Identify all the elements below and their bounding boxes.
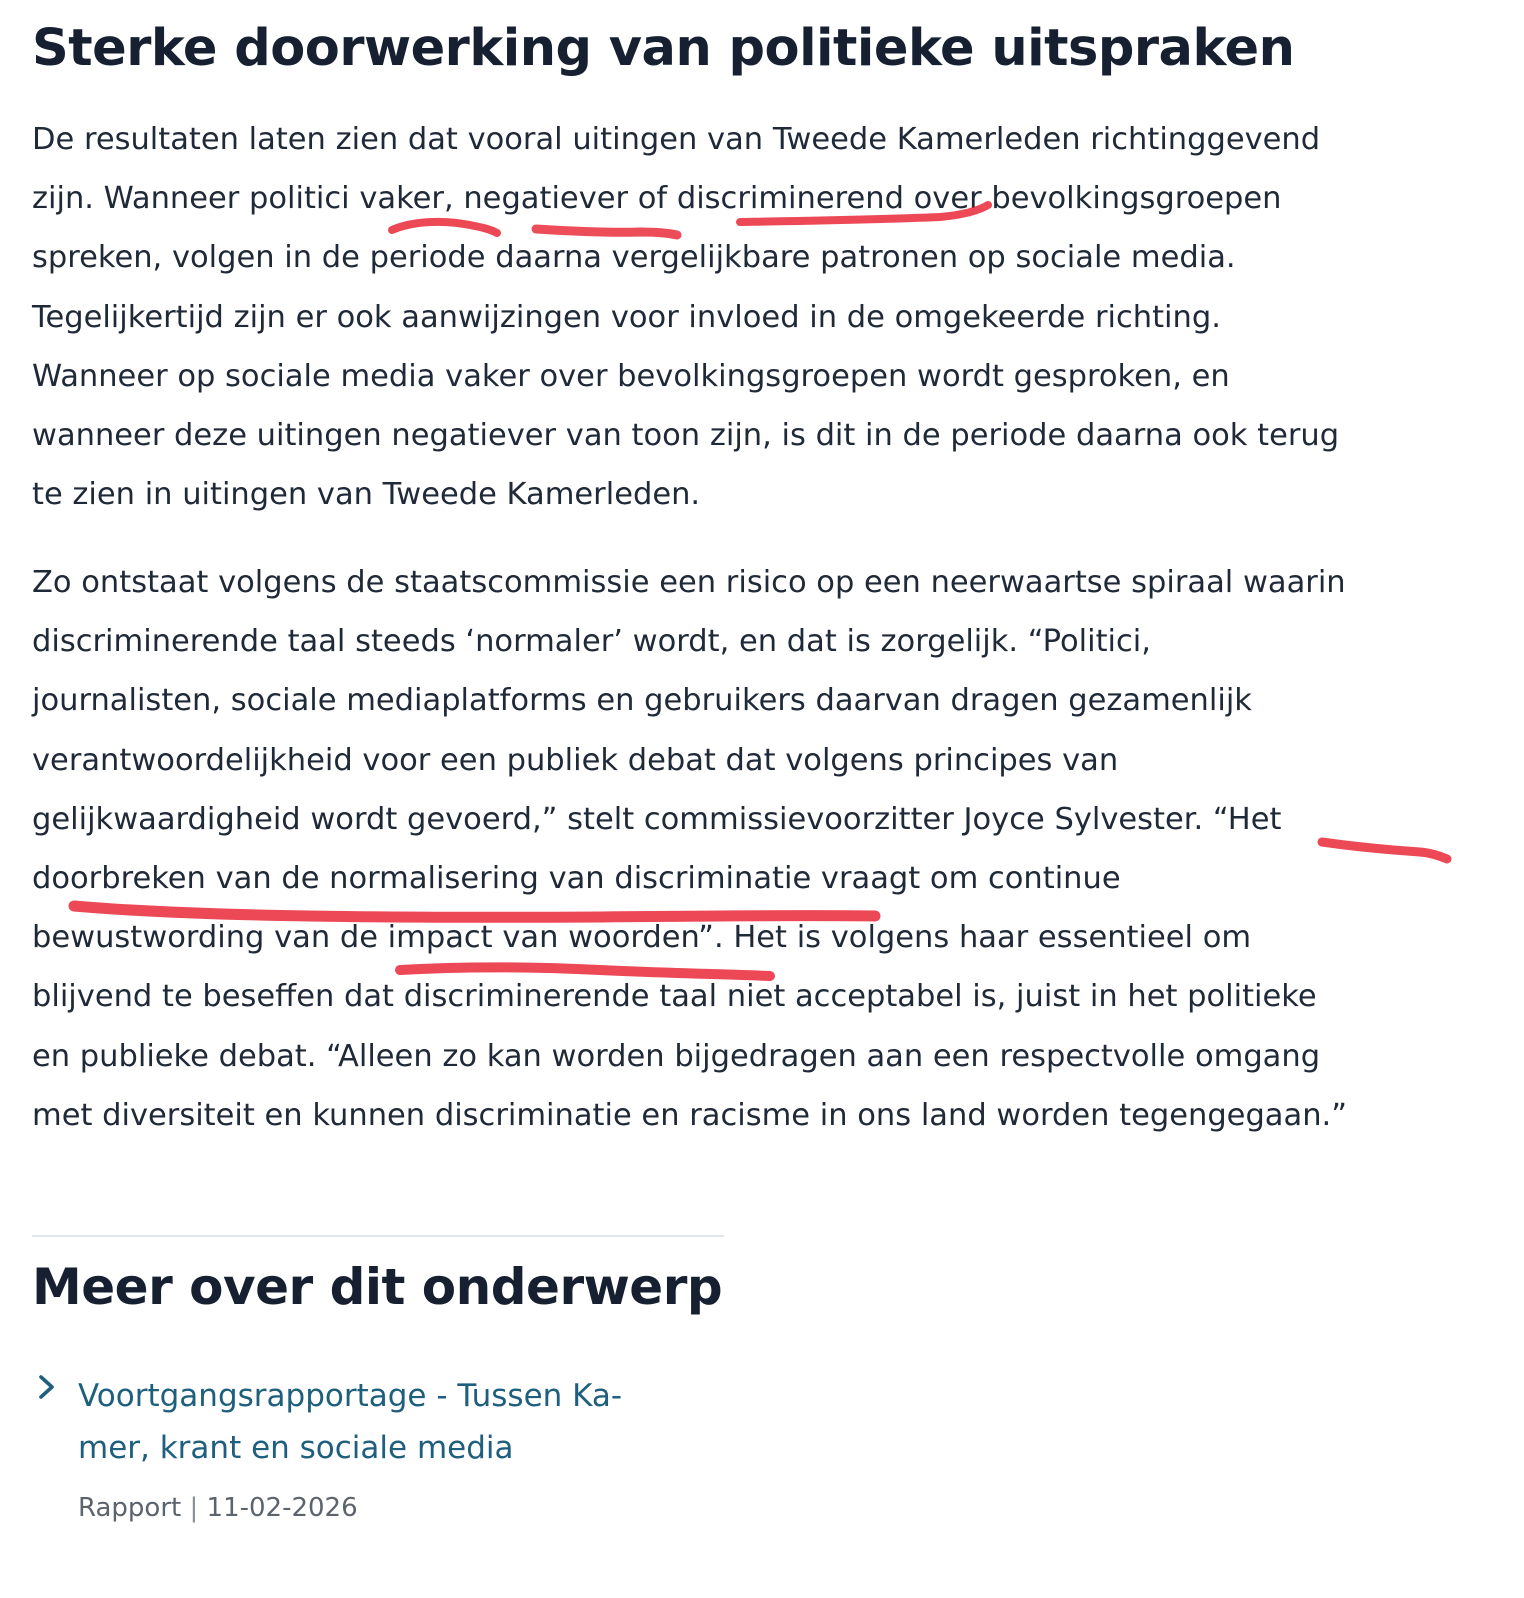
paragraph-line: discriminerende taal steeds ‘normaler’ wordt, en dat is zorgelijk. “Politici, xyxy=(32,624,1151,660)
paragraph-line: en publieke debat. “Alleen zo kan worden bijgedragen aan een respectvolle omgang xyxy=(32,1038,1321,1074)
article-heading: Sterke doorwerking van politieke uitspraken xyxy=(32,19,1295,78)
paragraph-line: Wanneer op sociale media vaker over bevolkingsgroepen wordt gesproken, en xyxy=(32,358,1230,394)
paragraph-line: met diversiteit en kunnen discriminatie en racisme in ons land worden tegengegaan.” xyxy=(32,1097,1348,1133)
paragraph-line: verantwoordelijkheid voor een publiek debat dat volgens principes van xyxy=(32,742,1119,778)
document-type: Rapport xyxy=(78,1493,182,1523)
related-heading: Meer over dit onderwerp xyxy=(32,1258,723,1316)
section-divider xyxy=(32,1235,724,1237)
paragraph-line: te zien in uitingen van Tweede Kamerleden. xyxy=(32,477,701,513)
paragraph-line: Zo ontstaat volgens de staatscommissie een risico op een neerwaartse spiraal waarin xyxy=(32,565,1346,600)
paragraph-line: spreken, volgen in de periode daarna vergelijkbare patronen op sociale media. xyxy=(32,240,1236,276)
paragraph-line: bewustwording van de impact van woorden”. Het is volgens haar essentieel om xyxy=(32,920,1252,956)
meta-separator: | xyxy=(189,1493,199,1523)
paragraph-line: De resultaten laten zien dat vooral uitingen van Tweede Kamerleden richtinggevend xyxy=(32,122,1321,157)
link-line: mer, krant en sociale media xyxy=(78,1430,514,1466)
paragraph-line: wanneer deze uitingen negatiever van toon zijn, is dit in de periode daarna ook terug xyxy=(32,418,1340,454)
article-paragraph-2 xyxy=(32,553,1347,1145)
chevron-right-icon xyxy=(32,1372,62,1402)
paragraph-line: blijvend te beseffen dat discriminerende taal niet acceptabel is, juist in het politieke xyxy=(32,979,1317,1015)
paragraph-line: doorbreken van de normalisering van discriminatie vraagt om continue xyxy=(32,861,1121,897)
paragraph-line: Tegelijkertijd zijn er ook aanwijzingen voor invloed in de omgekeerde richting. xyxy=(32,299,1221,335)
paragraph-line: gelijkwaardigheid wordt gevoerd,” stelt commissievoorzitter Joyce Sylvester. “Het xyxy=(32,801,1282,837)
publication-date: 11-02-2026 xyxy=(206,1493,358,1523)
related-report-link[interactable] xyxy=(78,1370,622,1474)
article-paragraph-1 xyxy=(32,110,1339,524)
link-line: Voortgangsrapportage - Tussen Ka- xyxy=(78,1378,623,1414)
paragraph-line: journalisten, sociale mediaplatforms en gebruikers daarvan dragen gezamenlijk xyxy=(32,683,1252,719)
related-meta xyxy=(78,1490,358,1526)
paragraph-line: zijn. Wanneer politici vaker, negatiever of discriminerend over bevolkingsgroepen xyxy=(32,181,1282,217)
